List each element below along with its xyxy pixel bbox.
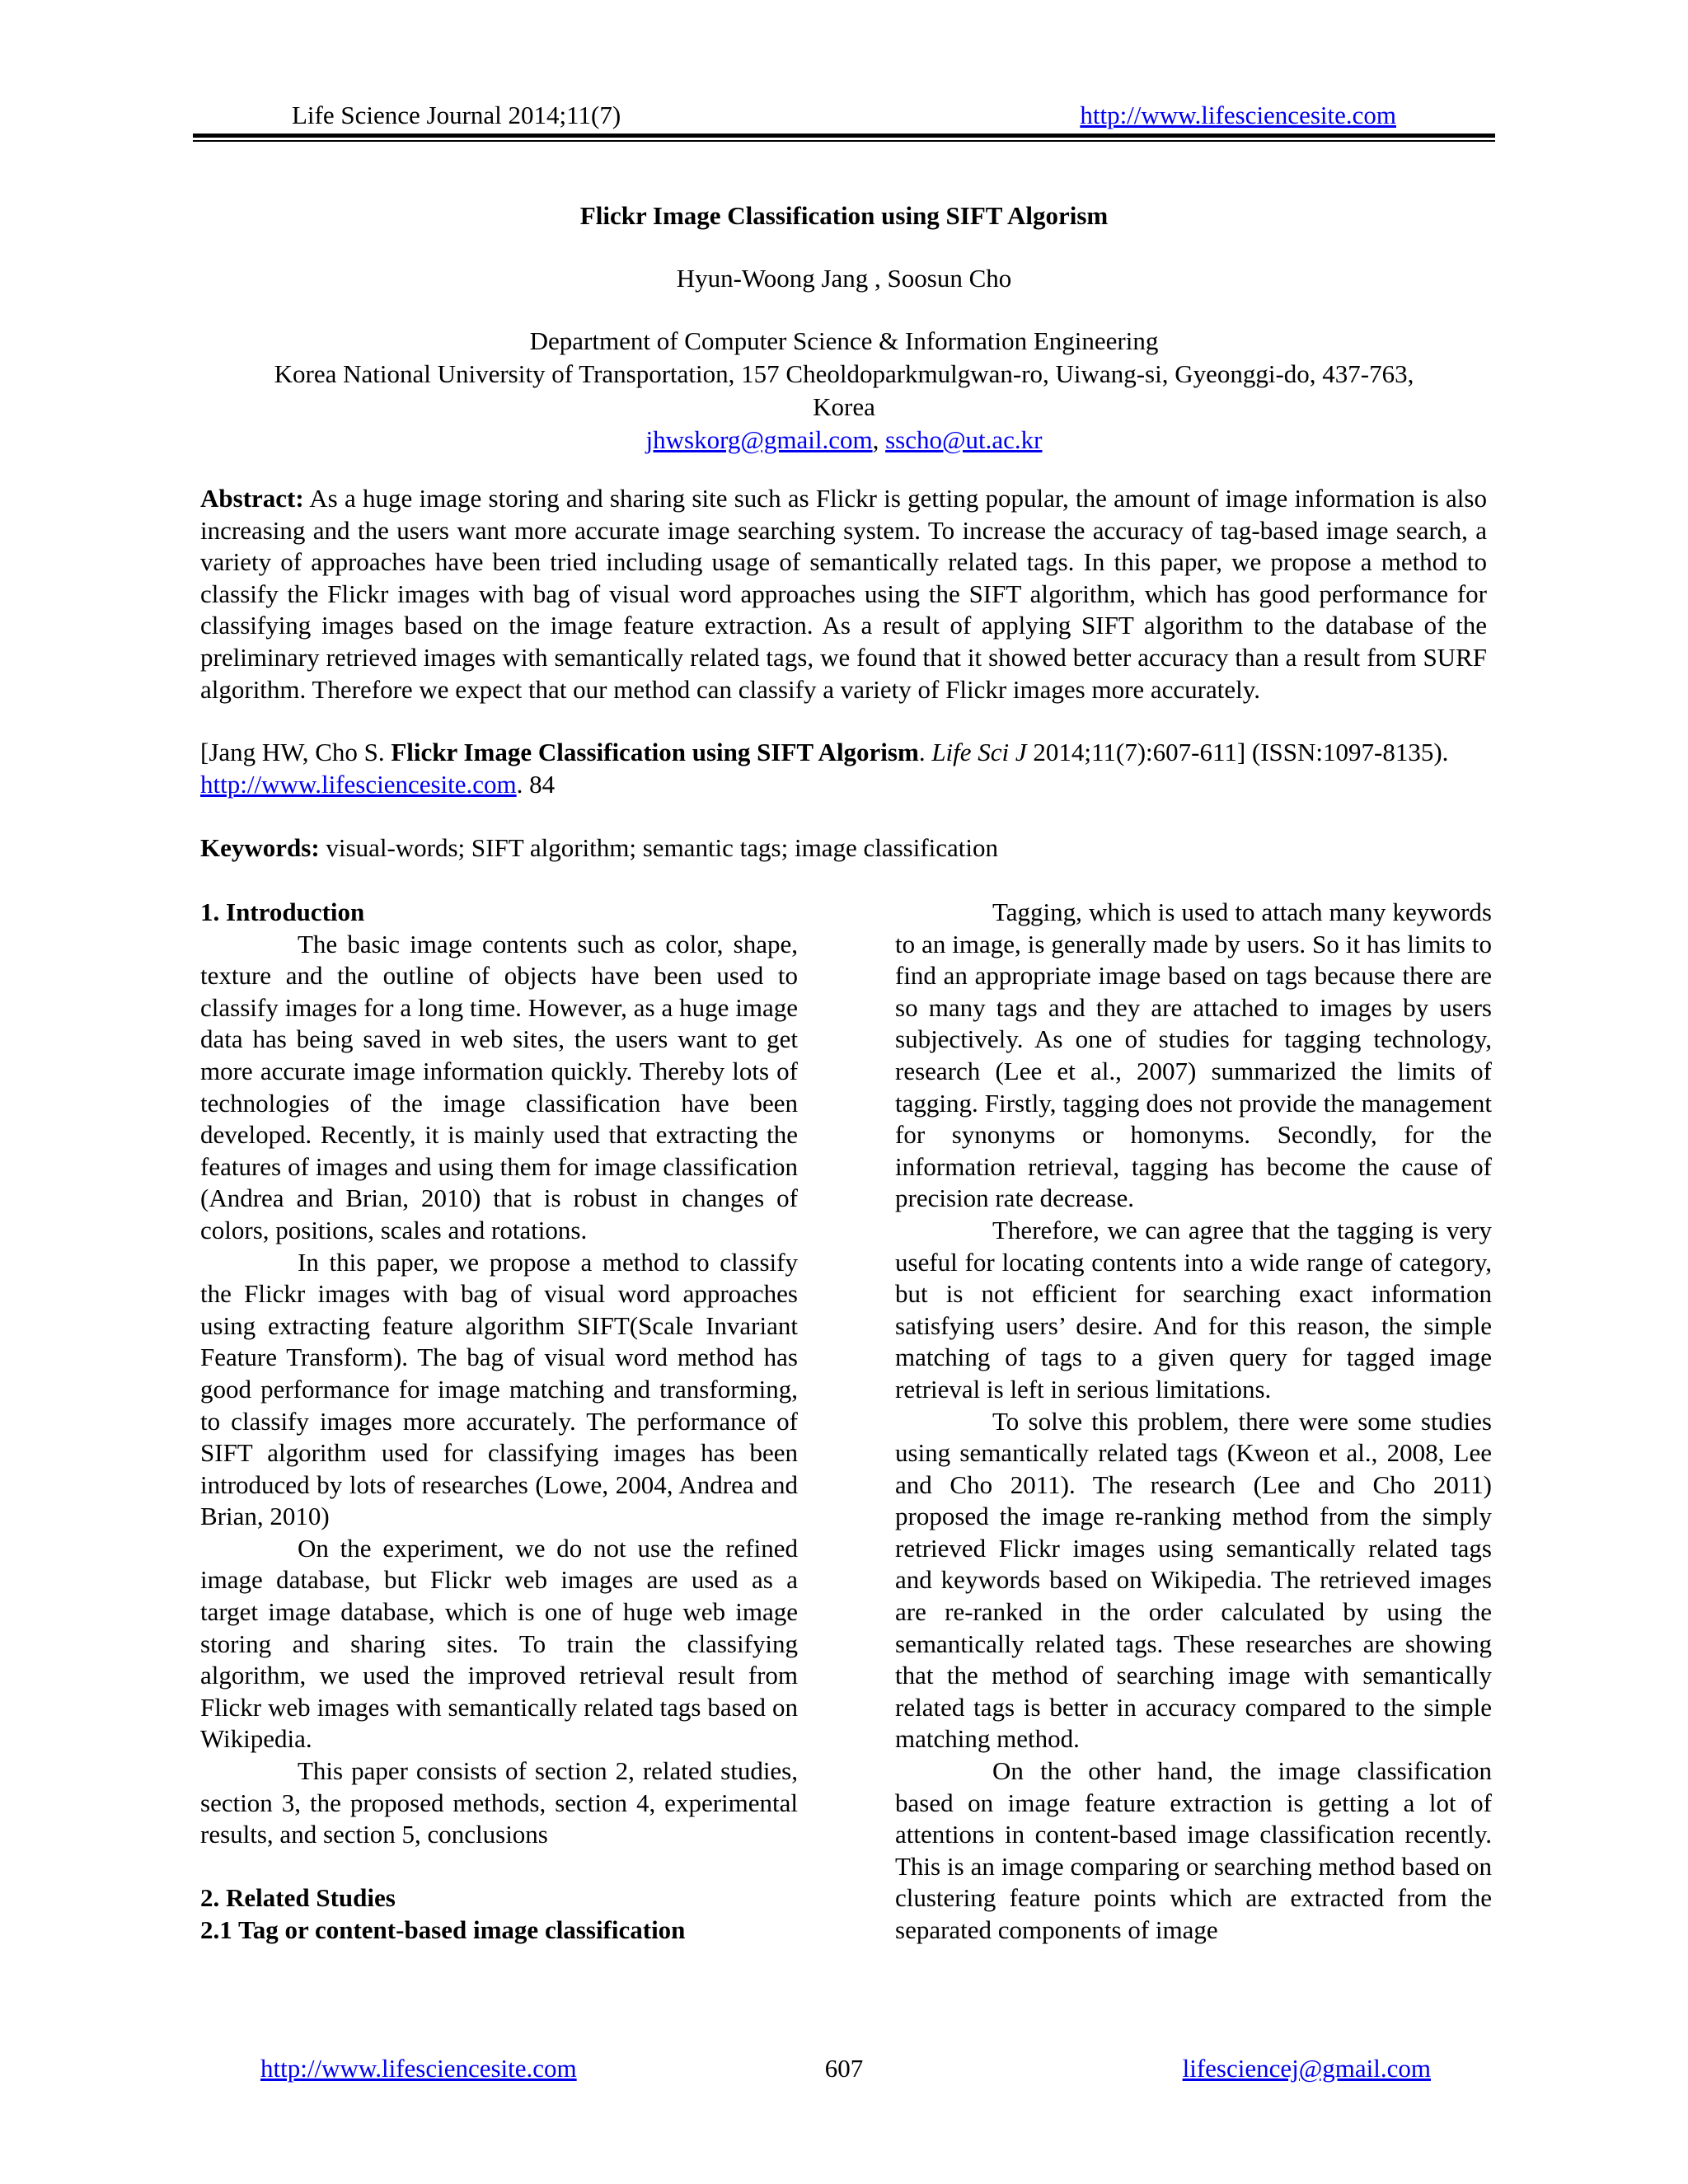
abstract-label: Abstract: <box>200 484 304 513</box>
keywords <box>200 832 1487 865</box>
header-rule-thick <box>193 134 1495 138</box>
footer-url-link[interactable]: http://www.lifesciencesite.com <box>260 2054 577 2083</box>
left-column <box>200 897 798 1947</box>
abstract-text: As a huge image storing and sharing site such as Flickr is getting popular, the amount of image information is also increasing and the users want more accurate image searching system. To increase the accuracy of tag-based image search, a variety of approaches have been tried including usage of semantically related tags. In this paper, we propose a method to classify the Flickr images with bag of visual word approaches using the SIFT algorithm, which has good performance for classifying images based on the image feature extraction. As a result of applying SIFT algorithm to the database of the preliminary retrieved images with semantically related tags, we found that it showed better accuracy than a result from SURF algorithm. Therefore we expect that our method can classify a variety of Flickr images more accurately. <box>200 484 1487 704</box>
citation-details: 2014;11(7):607-611] (ISSN:1097-8135). <box>1026 738 1449 766</box>
keywords-text: visual-words; SIFT algorithm; semantic tags; image classification <box>319 833 999 862</box>
citation-end: . 84 <box>516 769 556 799</box>
affiliation-block <box>193 325 1495 457</box>
footer-email-link[interactable]: lifesciencej@gmail.com <box>1182 2054 1431 2083</box>
affiliation-country: Korea <box>813 392 875 421</box>
running-footer <box>193 2054 1495 2090</box>
email-separator: , <box>872 425 886 454</box>
contact-emails <box>193 424 1495 457</box>
citation <box>200 737 1487 800</box>
journal-url-link[interactable]: http://www.lifesciencesite.com <box>1080 101 1396 129</box>
intro-paragraph-1: The basic image contents such as color, shape, texture and the outline of objects have been used to classify images for a long time. However, as a huge image data has being saved in web sites, the users want to get more accurate image information quickly. Thereby lots of technologies of the image classification have been developed. Recently, it is mainly used that extracting the features of images and using them for image classification (Andrea and Brian, 2010) that is robust in changes of colors, positions, scales and rotations. <box>200 929 798 1244</box>
related-paragraph-1: Tagging, which is used to attach many keywords to an image, is generally made by users. So it has limits to find an appropriate image based on tags because there are so many tags and they are attached to images by users subjectively. As one of studies for tagging technology, research (Lee et al., 2007) summarized the limits of tagging. Firstly, tagging does not provide the management for synonyms or homonyms. Secondly, for the information retrieval, tagging has become the cause of precision rate decrease. <box>895 898 1492 1213</box>
related-paragraph-4: On the other hand, the image classification based on image feature extraction is getting a lot of attentions in content-based image classification recently. This is an image comparing or searching method based on clustering feature points which are extracted from the separated components of image <box>895 1756 1492 1944</box>
section-heading-introduction: 1. Introduction <box>200 898 365 926</box>
related-paragraph-2: Therefore, we can agree that the tagging is very useful for locating contents into a wide range of category, but is not efficient for searching exact information satisfying users’ desire. And for this reason, the simple matching of tags to a given query for tagged image retrieval is left in serious limitations. <box>895 1215 1492 1404</box>
header-rule-thin <box>193 140 1495 142</box>
intro-paragraph-4: This paper consists of section 2, related studies, section 3, the proposed methods, section 4, experimental results, and section 5, conclusions <box>200 1756 798 1849</box>
section-heading-related-studies: 2. Related Studies <box>200 1883 396 1913</box>
intro-paragraph-2: In this paper, we propose a method to classify the Flickr images with bag of visual word approaches using extracting feature algorithm SIFT(Scale Invariant Feature Transform). The bag of visual word method has good performance for image matching and transforming, to classify images more accurately. The performance of SIFT algorithm used for classifying images has been introduced by lots of researches (Lowe, 2004, Andrea and Brian, 2010) <box>200 1247 798 1531</box>
citation-dot: . <box>918 738 932 766</box>
page-number: 607 <box>824 2054 864 2083</box>
running-header <box>193 97 1495 134</box>
email-link-1[interactable]: jhwskorg@gmail.com <box>645 425 873 454</box>
email-link-2[interactable]: sscho@ut.ac.kr <box>885 425 1043 454</box>
section-spacer <box>200 1851 798 1883</box>
abstract <box>200 483 1487 705</box>
intro-paragraph-3: On the experiment, we do not use the refined image database, but Flickr web images are used as a target image database, which is one of huge web image storing and sharing sites. To train the classifying algorithm, we used the improved retrieval result from Flickr web images with semantically related tags based on Wikipedia. <box>200 1533 798 1754</box>
paper-authors: Hyun-Woong Jang , Soosun Cho <box>676 264 1012 293</box>
affiliation-address: Korea National University of Transportation, 157 Cheoldoparkmulgwan-ro, Uiwang-si, Gyeonggi-do, 437-763, <box>274 359 1414 388</box>
subsection-heading-tag-content: 2.1 Tag or content-based image classification <box>200 1915 686 1944</box>
citation-url-link[interactable]: http://www.lifesciencesite.com <box>200 769 517 799</box>
paper-title: Flickr Image Classification using SIFT Algorism <box>579 201 1109 230</box>
citation-journal: Life Sci J <box>931 738 1027 766</box>
citation-authors: [Jang HW, Cho S. <box>200 738 392 766</box>
citation-title: Flickr Image Classification using SIFT Algorism <box>391 738 919 766</box>
affiliation-department: Department of Computer Science & Information Engineering <box>529 326 1159 355</box>
related-paragraph-3: To solve this problem, there were some studies using semantically related tags (Kweon et al., 2008, Lee and Cho 2011). The research (Lee and Cho 2011) proposed the image re-ranking method from the simply retrieved Flickr images using semantically related tags and keywords based on Wikipedia. The retrieved images are re-ranked in the order calculated by using the semantically related tags. These researches are showing that the method of searching image with semantically related tags is better in accuracy compared to the simple matching method. <box>895 1406 1492 1754</box>
keywords-label: Keywords: <box>200 833 320 862</box>
journal-name: Life Science Journal 2014;11(7) <box>292 101 621 129</box>
right-column <box>895 897 1492 1947</box>
